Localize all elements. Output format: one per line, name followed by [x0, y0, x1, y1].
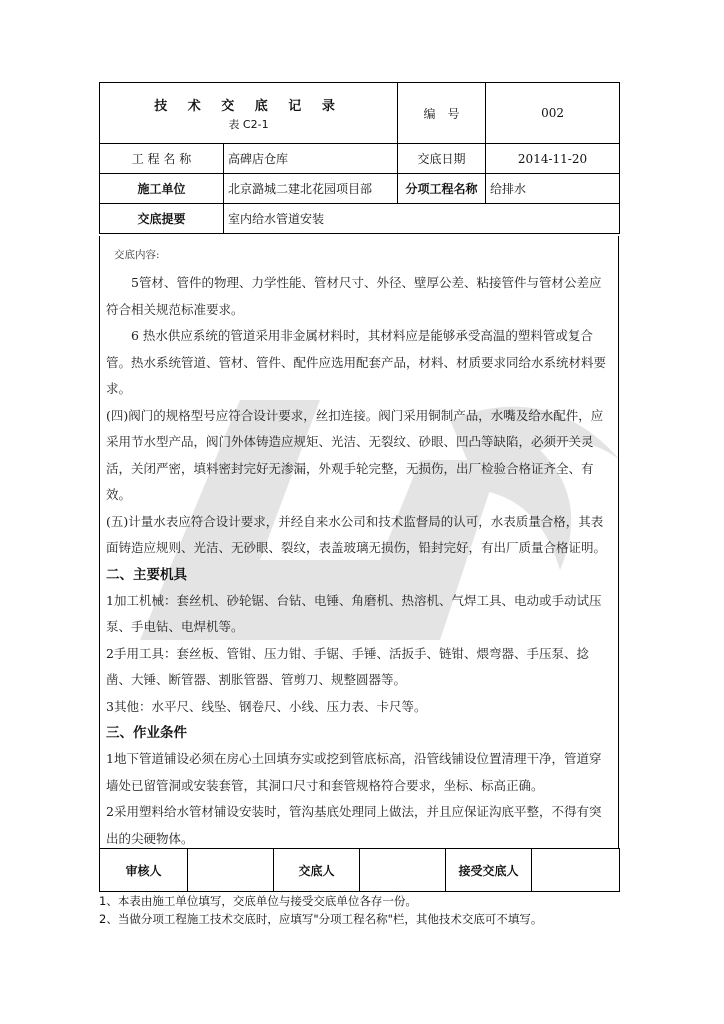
- project-name-value[interactable]: 高碑店仓库: [224, 144, 398, 174]
- note-1: 1、本表由施工单位填写，交底单位与接受交底单位各存一份。: [99, 894, 417, 908]
- header-table: [99, 82, 620, 234]
- tools-item-2: 2手用工具：套丝板、管钳、压力钳、手锯、手锤、活扳手、链钳、煨弯器、手压泵、捻凿、大锤、断管器、割胀管器、管剪刀、规整圆器等。: [106, 645, 589, 687]
- sub-project-value[interactable]: 给排水: [486, 174, 620, 204]
- contractor-value[interactable]: 北京潞城二建北花园项目部: [224, 174, 398, 204]
- signature-table: [99, 848, 620, 892]
- note-2: 2、当做分项工程施工技术交底时，应填写"分项工程名称"栏，其他技术交底可不填写。: [99, 912, 543, 926]
- project-name-label: 工 程 名 称: [100, 144, 224, 174]
- sub-project-label: 分项工程名称: [398, 174, 486, 204]
- page-title: 技 术 交 底 记 录: [154, 98, 343, 114]
- date-value[interactable]: 2014-11-20: [486, 144, 620, 174]
- number-value[interactable]: 002: [486, 83, 620, 144]
- notes: [99, 892, 639, 928]
- receiver-label: 接受交底人: [446, 849, 532, 892]
- content-area: [99, 236, 619, 848]
- tools-item-1: 1加工机械：套丝机、砂轮锯、台钻、电锤、角磨机、热溶机、气焊工具、电动或手动试压泵、手电钻、电焊机等。: [106, 592, 602, 634]
- conditions-item-2: 2采用塑料给水管材铺设安装时，管沟基底处理同上做法，并且应保证沟底平整，不得有突出的尖硬物体。: [106, 804, 602, 846]
- number-label: 编 号: [398, 83, 486, 144]
- presenter-signature-field[interactable]: [360, 849, 446, 892]
- paragraph-materials: 5管材、管件的物理、力学性能、管材尺寸、外径、壁厚公差、粘接管件与管材公差应符合相关规范标准要求。: [106, 275, 602, 317]
- receiver-signature-field[interactable]: [532, 849, 620, 892]
- summary-value[interactable]: 室内给水管道安装: [224, 204, 620, 234]
- section-2-title: 二、主要机具: [106, 566, 187, 583]
- title-cell: [100, 83, 398, 144]
- form-code: 表 C2-1: [228, 117, 269, 131]
- reviewer-signature-field[interactable]: [188, 849, 274, 892]
- presenter-label: 交底人: [274, 849, 360, 892]
- conditions-item-1: 1地下管道铺设必须在房心土回填夯实或挖到管底标高，沿管线铺设位置清理干净，管道穿墙处已留管洞或安装套管，其洞口尺寸和套管规格符合要求，坐标、标高正确。: [106, 751, 602, 793]
- section-3-title: 三、作业条件: [106, 725, 187, 741]
- reviewer-label: 审核人: [100, 849, 188, 892]
- record-sheet: [99, 82, 619, 234]
- paragraph-valves: (四)阀门的规格型号应符合设计要求，丝扣连接。阀门采用铜制产品，水嘴及给水配件，应采用节水型产品，阀门外体铸造应规矩、光洁、无裂纹、砂眼、凹凸等缺陷，必须开关灵活，关闭严密，填料密封完好无渗漏，外观手轮完整，无损伤，出厂检验合格证齐全、有效。: [106, 407, 604, 502]
- content-intro: 交底内容:: [114, 249, 160, 261]
- tools-item-3: 3其他：水平尺、线坠、钢卷尺、小线、压力表、卡尺等。: [106, 698, 427, 714]
- date-label: 交底日期: [398, 144, 486, 174]
- summary-label: 交底提要: [100, 204, 224, 234]
- paragraph-hot-water: 6 热水供应系统的管道采用非金属材料时，其材料应是能够承受高温的塑料管或复合管。热水系统管道、管材、管件、配件应选用配套产品，材料、材质要求同给水系统材料要求。: [106, 328, 607, 396]
- contractor-label: 施工单位: [100, 174, 224, 204]
- paragraph-water-meter: (五)计量水表应符合设计要求，并经自来水公司和技术监督局的认可，水表质量合格，其表面铸造应规则、光洁、无砂眼、裂纹，表盖玻璃无损伤，铅封完好，有出厂质量合格证明。: [106, 513, 607, 555]
